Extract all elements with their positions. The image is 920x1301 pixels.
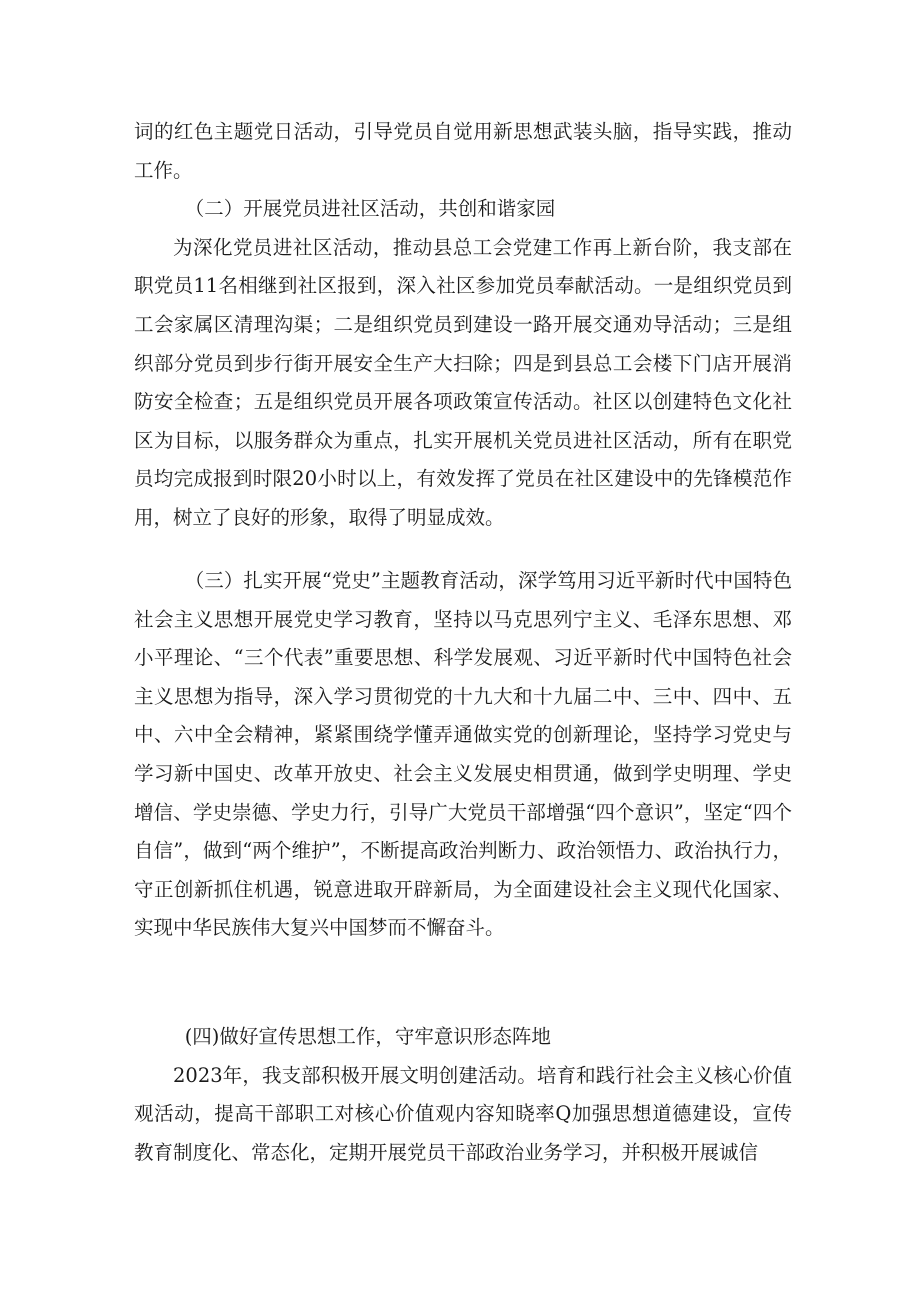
paragraph-party-history: （三）扎实开展“党史”主题教育活动，深学笃用习近平新时代中国特色社会主义思想开展党史学习教育，坚持以马克思列宁主义、毛泽东思想、邓小平理论、“三个代表”重要思想、科学发展观、习近平新时代中国特色社会主义思想为指导，深入学习贯彻党的十九大和十九届二中、三中、四中、五中、六中全会精神，紧紧围绕学懂弄通做实党的创新理论，坚持学习党史与学习新中国史、改革开放史、社会主义发展史相贯通，做到学史明理、学史增信、学史崇德、学史力行，引导广大党员干部增强“四个意识”，坚定“四个自信”，做到“两个维护”，不断提高政治判断力、政治领悟力、政治执行力，守正创新抓住机遇，锐意进取开辟新局，为全面建设社会主义现代化国家、实现中华民族伟大复兴中国梦而不懈奋斗。 (134, 569, 792, 940)
text-block-2 (134, 562, 792, 948)
text-block-1 (134, 113, 792, 538)
paragraph-civilization: 2023年，我支部积极开展文明创建活动。培育和践行社会主义核心价值观活动，提高干部职工对核心价值观内容知晓率Q加强思想道德建设，宣传教育制度化、常态化，定期开展党员干部政治业务学习，并积极开展诚信 (134, 1063, 792, 1164)
section-heading-4: (四)做好宣传思想工作，守牢意识形态阵地 (184, 1025, 551, 1048)
paragraph-continuation: 词的红色主题党日活动，引导党员自觉用新思想武装头脑，指导实践，推动工作。 (134, 120, 792, 182)
text-block-3 (134, 1018, 792, 1172)
section-heading-2: （二）开展党员进社区活动，共创和谐家园 (184, 197, 556, 221)
paragraph-community-activity: 为深化党员进社区活动，推动县总工会党建工作再上新台阶，我支部在职党员11名相继到社区报到，深入社区参加党员奉献活动。一是组织党员到工会家属区清理沟渠；二是组织党员到建设一路开展交通劝导活动；三是组织部分党员到步行街开展安全生产大扫除；四是到县总工会楼下门店开展消防安全检查；五是组织党员开展各项政策宣传活动。社区以创建特色文化社区为目标，以服务群众为重点，扎实开展机关党员进社区活动，所有在职党员均完成报到时限20小时以上，有效发挥了党员在社区建设中的先锋模范作用，树立了良好的形象，取得了明显成效。 (134, 235, 792, 529)
